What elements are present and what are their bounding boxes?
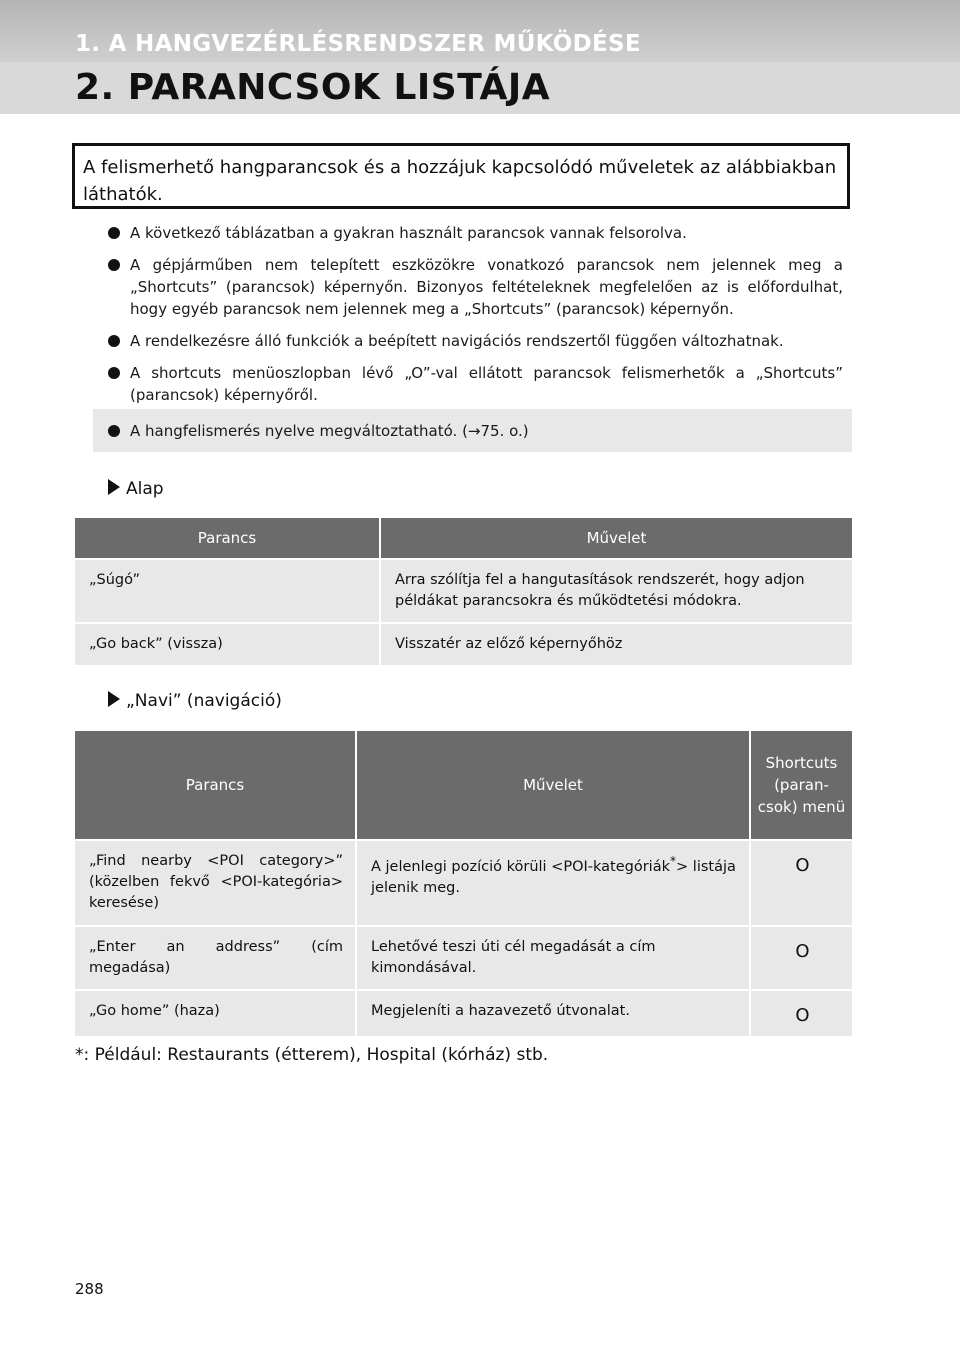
section-label: 1. A HANGVEZÉRLÉSRENDSZER MŰKÖDÉSE (75, 31, 641, 57)
basic-commands-table (75, 518, 852, 665)
bullet-text: A következő táblázatban a gyakran használt parancsok vannak felsorolva. (130, 224, 687, 242)
cell-command: „Go home” (haza) (75, 989, 355, 1036)
table-row (75, 622, 852, 665)
cell-shortcut-mark: O (749, 925, 852, 989)
page-number: 288 (75, 1280, 104, 1298)
subheading-basic-text: Alap (126, 479, 164, 499)
cell-command: „Súgó” (75, 558, 379, 622)
cell-action: Arra szólítja fel a hangutasítások rendszerét, hogy adjon példákat parancsokra és működtetési módokra. (379, 558, 852, 622)
table-row (75, 839, 852, 925)
column-header-command: Parancs (75, 731, 355, 839)
note-text: A hangfelismerés nyelve megváltoztatható. (→75. o.) (130, 422, 529, 440)
table-header-row (75, 518, 852, 558)
table-row (75, 925, 852, 989)
bullet-text: A rendelkezésre álló funkciók a beépített navigációs rendszertől függően változhatnak. (130, 332, 784, 350)
cell-action-post: > listája jelenik meg. (371, 858, 736, 896)
bullet-text: A shortcuts menüoszlopban lévő „O”-val ellátott parancsok felismerhetők a „Shortcuts” (parancsok) képernyőről. (130, 364, 843, 404)
page-title: 2. PARANCSOK LISTÁJA (75, 67, 551, 108)
bullet-item (108, 254, 843, 320)
note-item (108, 420, 850, 442)
footnote: *: Például: Restaurants (étterem), Hospital (kórház) stb. (75, 1045, 549, 1065)
column-header-shortcuts: Shortcuts (paran- csok) menü (749, 731, 852, 839)
cell-command: „Enter an address” (cím megadása) (75, 925, 355, 989)
triangle-right-icon (108, 479, 120, 495)
intro-text: A felismerhető hangparancsok és a hozzájuk kapcsolódó műveletek az alábbiakban láthatók. (83, 157, 837, 205)
bullet-item (108, 222, 843, 244)
cell-action (355, 839, 749, 925)
cell-action: Lehetővé teszi úti cél megadását a cím kimondásával. (355, 925, 749, 989)
bullet-item (108, 330, 843, 352)
cell-shortcut-mark: O (749, 839, 852, 925)
bullet-item (108, 362, 843, 406)
cell-command: „Go back” (vissza) (75, 622, 379, 665)
cell-action: Visszatér az előző képernyőhöz (379, 622, 852, 665)
bullet-text: A gépjárműben nem telepített eszközökre vonatkozó parancsok nem jelennek meg a „Shortcuts” (parancsok) képernyőn. Bizonyos feltételeknek megfelelően az is előfordulhat, hogy egyéb parancsok nem jelennek meg a „Shortcuts” (parancsok) képernyőn. (130, 256, 843, 318)
cell-shortcut-mark: O (749, 989, 852, 1036)
column-header-action: Művelet (379, 518, 852, 558)
footnote-marker: * (669, 854, 677, 868)
cell-command: „Find nearby <POI category>” (közelben fekvő <POI-kategória> keresése) (75, 839, 355, 925)
cell-action: Megjeleníti a hazavezető útvonalat. (355, 989, 749, 1036)
table-header-row (75, 731, 852, 839)
bullet-list (108, 222, 843, 416)
column-header-command: Parancs (75, 518, 379, 558)
bullet-dot-icon (108, 259, 120, 271)
bullet-dot-icon (108, 335, 120, 347)
bullet-dot-icon (108, 227, 120, 239)
subheading-navi (108, 691, 282, 711)
bullet-dot-icon (108, 425, 120, 437)
subheading-basic (108, 479, 164, 499)
intro-box (72, 143, 850, 209)
table-row (75, 989, 852, 1036)
note-box (93, 409, 852, 452)
triangle-right-icon (108, 691, 120, 707)
navi-commands-table (75, 731, 852, 1036)
bullet-dot-icon (108, 367, 120, 379)
subheading-navi-text: „Navi” (navigáció) (126, 691, 282, 711)
column-header-action: Művelet (355, 731, 749, 839)
cell-action-pre: A jelenlegi pozíció körüli <POI-kategóriák (371, 858, 670, 875)
table-row (75, 558, 852, 622)
